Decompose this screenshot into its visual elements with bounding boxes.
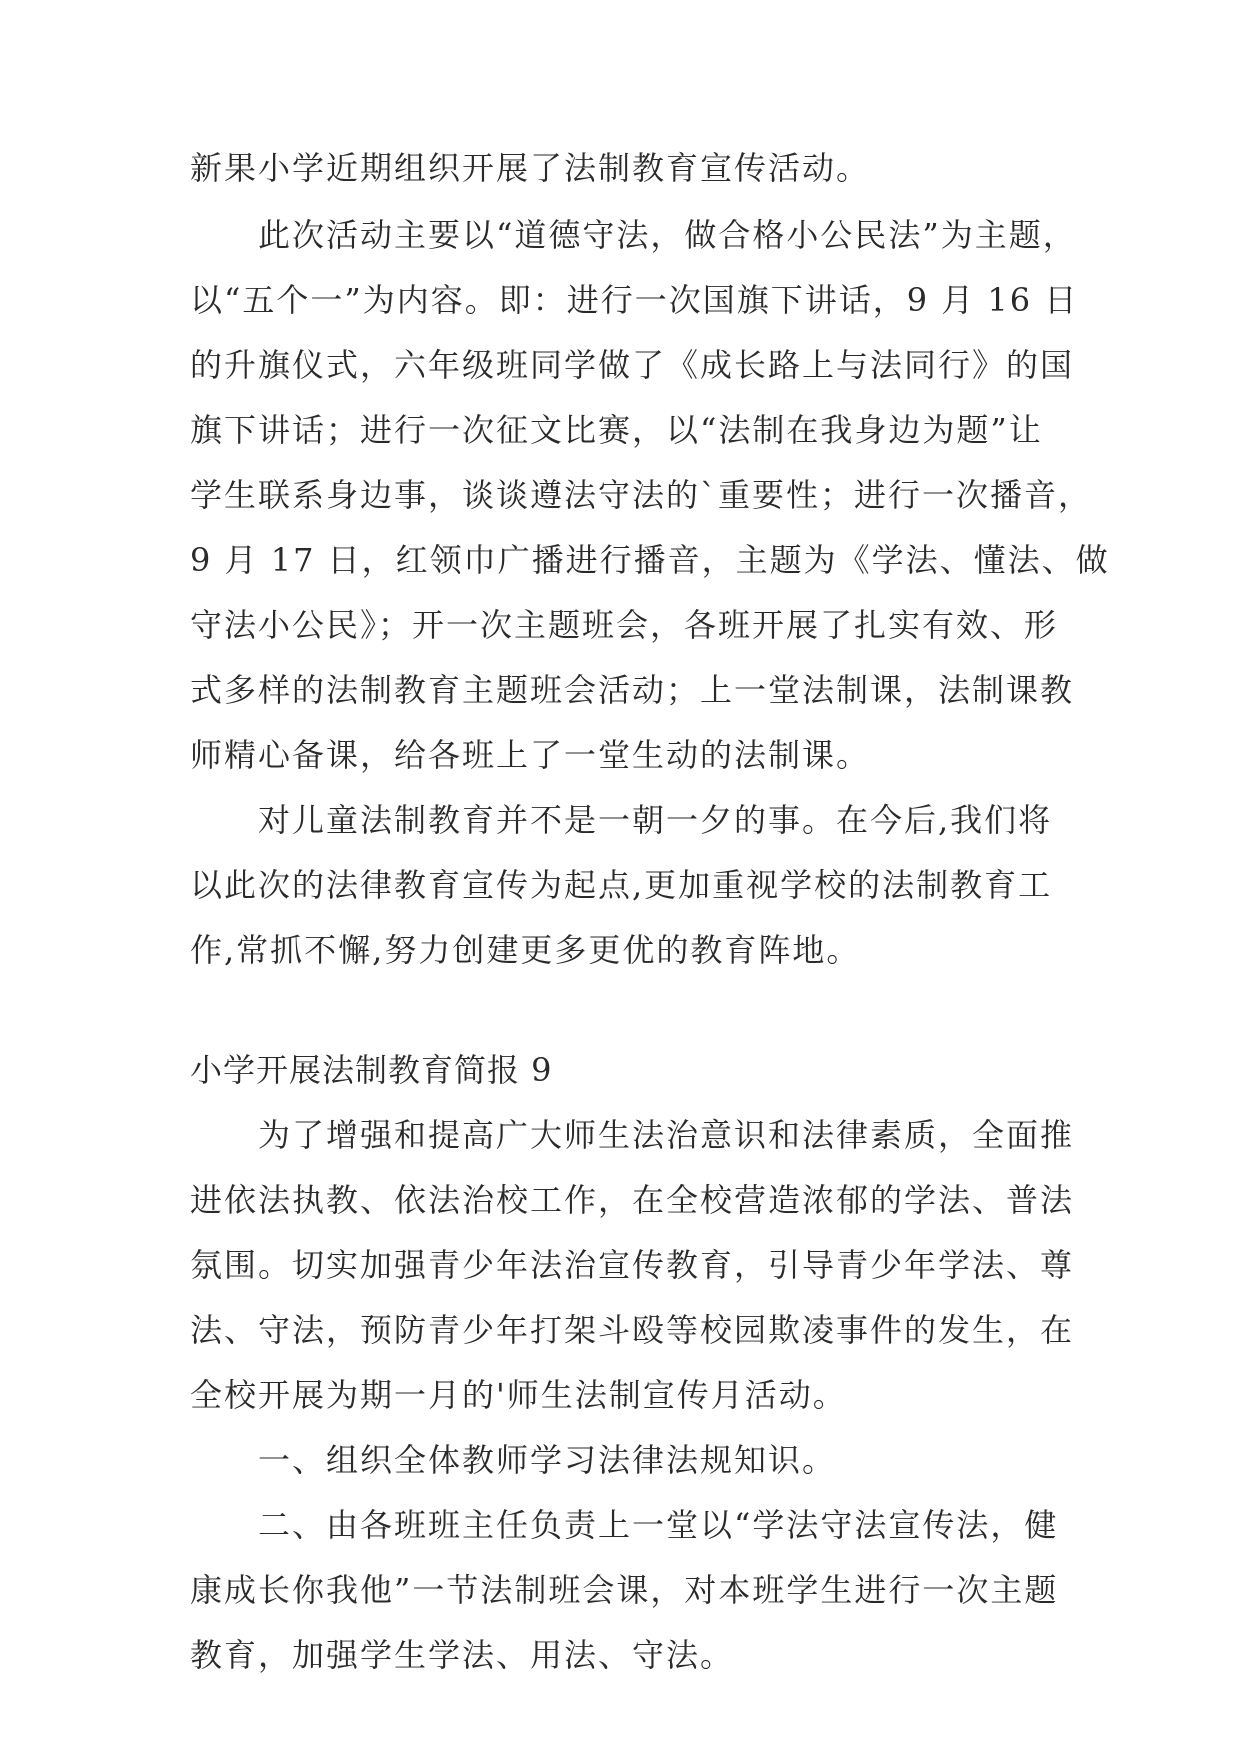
paragraph-line: 教育，加强学生学法、用法、守法。 (190, 1636, 735, 1674)
paragraph-line: 9 月 17 日，红领巾广播进行播音，主题为《学法、懂法、做 (190, 541, 1110, 579)
paragraph-line: 以此次的法律教育宣传为起点,更加重视学校的法制教育工 (190, 866, 1053, 904)
paragraph-line: 式多样的法制教育主题班会活动；上一堂法制课，法制课教 (190, 671, 1075, 709)
paragraph-line: 此次活动主要以“道德守法，做合格小公民法”为主题， (258, 216, 1077, 254)
paragraph-line: 法、守法，预防青少年打架斗殴等校园欺凌事件的发生，在 (190, 1311, 1075, 1349)
paragraph-line: 守法小公民》；开一次主题班会，各班开展了扎实有效、形 (190, 606, 1059, 644)
paragraph-line: 二、由各班班主任负责上一堂以“学法守法宣传法，健 (258, 1506, 1059, 1544)
paragraph-line: 康成长你我他”一节法制班会课，对本班学生进行一次主题 (190, 1571, 1059, 1609)
paragraph-line: 师精心备课，给各班上了一堂生动的法制课。 (190, 736, 871, 774)
paragraph-line: 学生联系身边事，谈谈遵法守法的`重要性；进行一次播音， (190, 476, 1093, 514)
paragraph-line: 新果小学近期组织开展了法制教育宣传活动。 (190, 149, 871, 187)
paragraph-line: 一、组织全体教师学习法律法规知识。 (258, 1441, 837, 1479)
paragraph-line: 进依法执教、依法治校工作，在全校营造浓郁的学法、普法 (190, 1181, 1075, 1219)
paragraph-line: 作,常抓不懈,努力创建更多更优的教育阵地。 (190, 931, 861, 969)
paragraph-line: 旗下讲话；进行一次征文比赛，以“法制在我身边为题”让 (190, 411, 1043, 449)
paragraph-line: 以“五个一”为内容。即：进行一次国旗下讲话，9 月 16 日 (190, 281, 1079, 319)
section-heading: 小学开展法制教育简报 9 (190, 1051, 553, 1089)
paragraph-line: 全校开展为期一月的'师生法制宣传月活动。 (190, 1376, 847, 1414)
paragraph-line: 氛围。切实加强青少年法治宣传教育，引导青少年学法、尊 (190, 1246, 1075, 1284)
paragraph-line: 对儿童法制教育并不是一朝一夕的事。在今后,我们将 (258, 801, 1053, 839)
paragraph-line: 的升旗仪式，六年级班同学做了《成长路上与法同行》的国 (190, 346, 1075, 384)
paragraph-line: 为了增强和提高广大师生法治意识和法律素质，全面推 (258, 1116, 1075, 1154)
